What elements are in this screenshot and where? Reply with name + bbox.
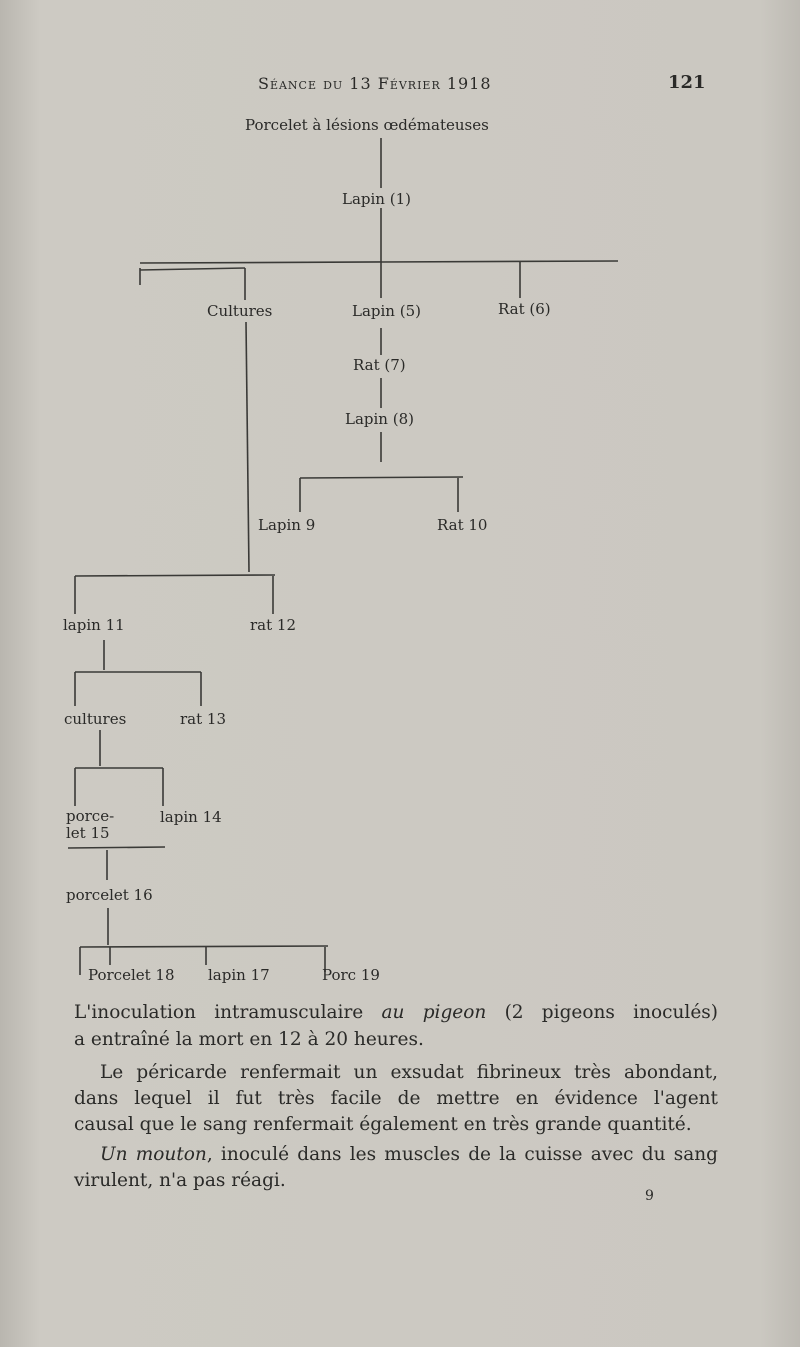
header-date: 13 Février 1918 [349,74,492,93]
paragraph-mouton-line-1 [100,1142,718,1168]
tree-node-porcelet-15 [66,808,114,842]
tree-node-rat-6: Rat (6) [498,300,551,318]
tree-node-lapin-17: lapin 17 [208,966,270,984]
tree-node-lapin-1: Lapin (1) [342,190,411,208]
tree-node-rat-7: Rat (7) [353,356,406,374]
tree-node-lapin-5: Lapin (5) [352,302,421,320]
paragraph-pericarde-line-2: dans lequel il fut très facile de mettre en évidence l'agent [74,1088,718,1109]
paragraph-pigeon-line-1 [74,1000,718,1026]
tree-node-rat-13: rat 13 [180,710,226,728]
tree-node-porcelet-18: Porcelet 18 [88,966,175,984]
tree-node-lapin-14: lapin 14 [160,808,222,826]
paragraph-pericarde-line-3: causal que le sang renfermait également en très grande quantité. [74,1114,692,1135]
paragraph-pigeon-line-2: a entraîné la mort en 12 à 20 heures. [74,1029,424,1050]
tree-node-rat-12: rat 12 [250,616,296,634]
tree-node-root: Porcelet à lésions œdémateuses [245,116,489,134]
p1-text-b: (2 pigeons inoculés) [486,1002,718,1023]
page-number: 121 [668,72,706,93]
tree-node-cultures-b: cultures [64,710,127,728]
p3-emphasis: Un mouton [100,1144,207,1165]
tree-node-porc-19: Porc 19 [322,966,380,984]
porcelet-15-line-1: porce- [66,807,115,825]
header-seance: Séance du [258,74,344,93]
tree-node-porcelet-16: porcelet 16 [66,886,153,904]
paragraph-mouton-line-2: virulent, n'a pas réagi. [74,1170,286,1191]
signature-mark: 9 [645,1188,654,1204]
porcelet-15-line-2: let 15 [66,824,110,842]
tree-node-lapin-11: lapin 11 [63,616,125,634]
tree-node-lapin-8: Lapin (8) [345,410,414,428]
paragraph-pericarde-line-1: Le péricarde renfermait un exsudat fibrineux très abondant, [100,1062,718,1083]
tree-node-lapin-9: Lapin 9 [258,516,316,534]
p1-emphasis: au pigeon [381,1002,487,1023]
p3-text-a: , inoculé dans les muscles de la cuisse avec du sang [206,1144,718,1165]
tree-node-cultures: Cultures [207,302,273,320]
tree-node-rat-10: Rat 10 [437,516,488,534]
p1-text-a: L'inoculation intramusculaire [74,1002,382,1023]
